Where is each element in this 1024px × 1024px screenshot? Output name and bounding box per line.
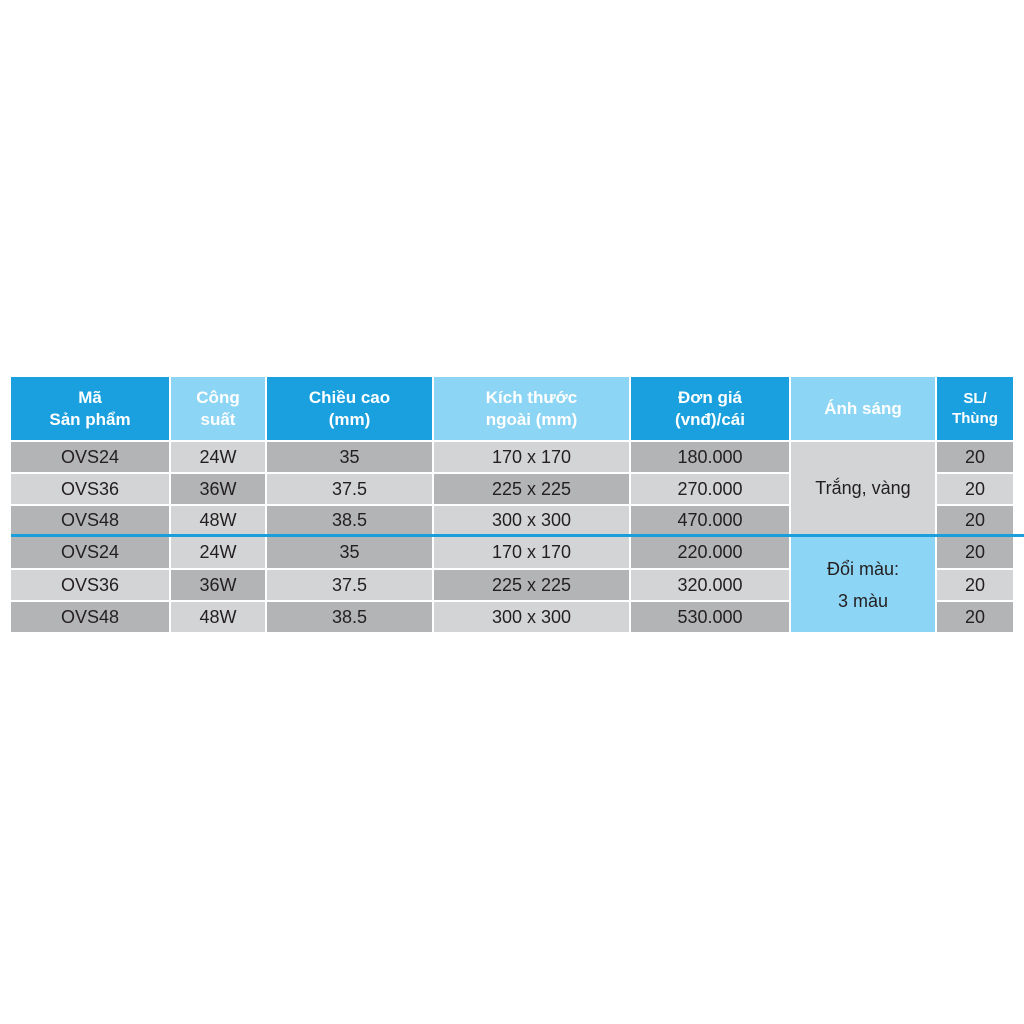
header-product-code: Mã Sản phẩm xyxy=(11,377,169,440)
cell-size: 300 x 300 xyxy=(434,602,629,632)
header-qty-per-box: SL/ Thùng xyxy=(937,377,1013,440)
cell-power: 24W xyxy=(171,537,265,568)
cell-price: 530.000 xyxy=(631,602,789,632)
cell-size: 170 x 170 xyxy=(434,442,629,472)
header-height: Chiều cao (mm) xyxy=(267,377,432,440)
cell-height: 38.5 xyxy=(267,602,432,632)
header-unit-price: Đơn giá (vnđ)/cái xyxy=(631,377,789,440)
header-light: Ánh sáng xyxy=(791,377,935,440)
cell-qty: 20 xyxy=(937,570,1013,600)
cell-size: 300 x 300 xyxy=(434,506,629,534)
cell-height: 35 xyxy=(267,442,432,472)
cell-qty: 20 xyxy=(937,474,1013,504)
cell-code: OVS36 xyxy=(11,474,169,504)
cell-qty: 20 xyxy=(937,537,1013,568)
cell-price: 320.000 xyxy=(631,570,789,600)
cell-code: OVS24 xyxy=(11,537,169,568)
cell-power: 24W xyxy=(171,442,265,472)
cell-power: 36W xyxy=(171,474,265,504)
header-outer-size: Kích thước ngoài (mm) xyxy=(434,377,629,440)
cell-size: 225 x 225 xyxy=(434,474,629,504)
cell-size: 170 x 170 xyxy=(434,537,629,568)
cell-code: OVS48 xyxy=(11,506,169,534)
cell-qty: 20 xyxy=(937,602,1013,632)
cell-code: OVS24 xyxy=(11,442,169,472)
cell-height: 37.5 xyxy=(267,474,432,504)
cell-qty: 20 xyxy=(937,442,1013,472)
cell-power: 48W xyxy=(171,602,265,632)
cell-code: OVS36 xyxy=(11,570,169,600)
cell-size: 225 x 225 xyxy=(434,570,629,600)
cell-power: 36W xyxy=(171,570,265,600)
cell-price: 270.000 xyxy=(631,474,789,504)
cell-light-white-yellow: Trắng, vàng xyxy=(791,442,935,534)
cell-height: 38.5 xyxy=(267,506,432,534)
cell-height: 35 xyxy=(267,537,432,568)
cell-code: OVS48 xyxy=(11,602,169,632)
cell-power: 48W xyxy=(171,506,265,534)
cell-light-color-change: Đổi màu: 3 màu xyxy=(791,537,935,632)
cell-height: 37.5 xyxy=(267,570,432,600)
cell-qty: 20 xyxy=(937,506,1013,534)
cell-price: 180.000 xyxy=(631,442,789,472)
cell-price: 470.000 xyxy=(631,506,789,534)
cell-price: 220.000 xyxy=(631,537,789,568)
header-power: Công suất xyxy=(171,377,265,440)
